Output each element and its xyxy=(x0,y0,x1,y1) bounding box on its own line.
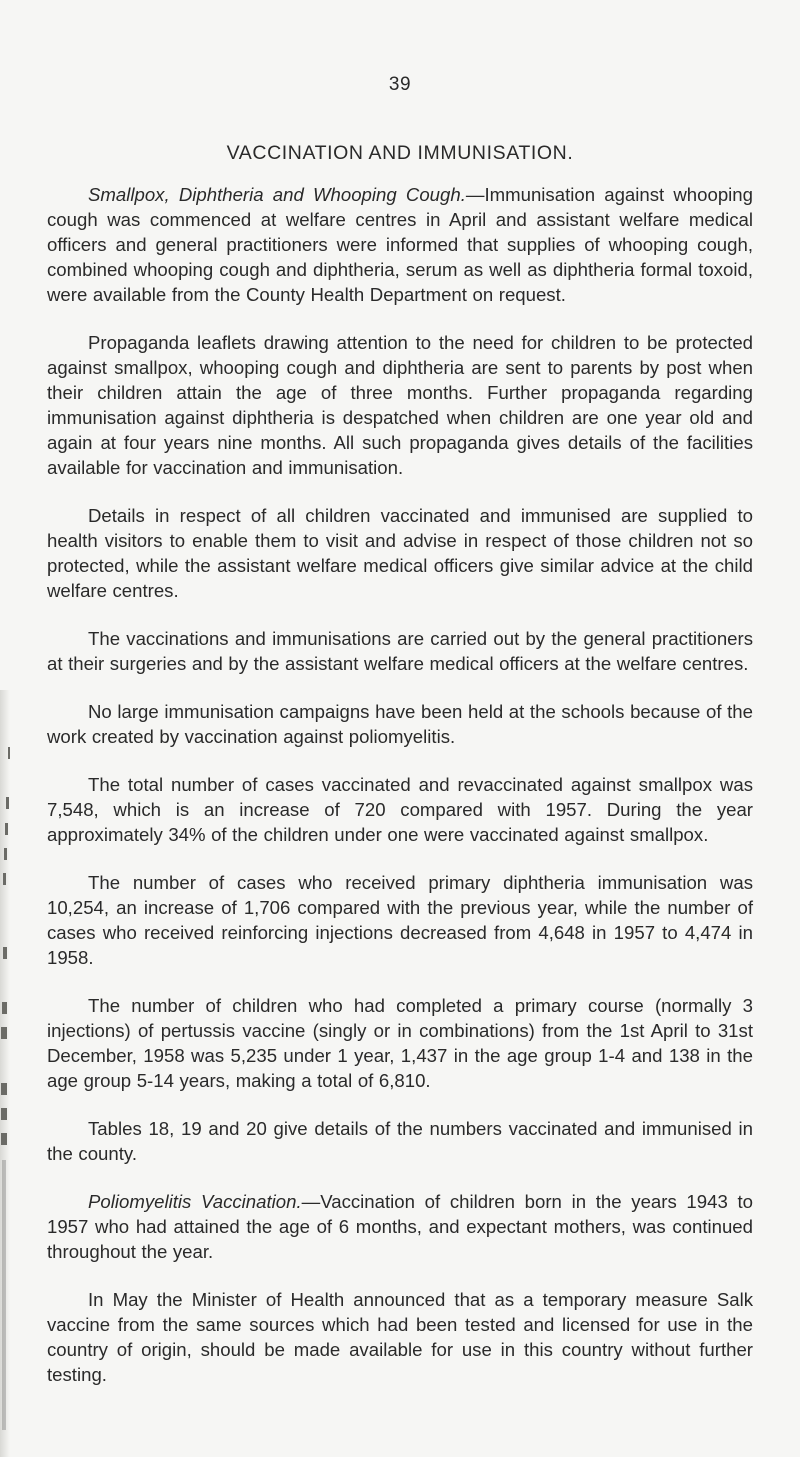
body-text xyxy=(47,182,753,1410)
paragraph-poliomyelitis-vaccination xyxy=(47,1189,753,1264)
paragraph-text: The vaccinations and immunisations are carried out by the general practitioners at their surgeries and by the assistant welfare medical officers at the welfare centres. xyxy=(47,628,753,674)
page-number: 39 xyxy=(388,74,412,95)
paragraph-no-campaigns xyxy=(47,699,753,749)
paragraph-text: The total number of cases vaccinated and revaccinated against smallpox was 7,548, which is an increase of 720 compared with 1957. During the year approximately 34% of the children under one were vaccinated against smallpox. xyxy=(47,774,753,845)
paragraph-text: In May the Minister of Health announced that as a temporary measure Salk vaccine from the same sources which had been tested and licensed for use in the country of origin, should be made available for use in this country without further testing. xyxy=(47,1289,753,1385)
paragraph-text: Tables 18, 19 and 20 give details of the numbers vaccinated and immunised in the county. xyxy=(47,1118,753,1164)
paragraph-text: —Immunisation against whooping cough was commenced at welfare centres in April and assistant welfare medical officers and general practitioners were informed that supplies of whooping cough, combined whooping cough and diphtheria, serum as well as diphtheria formal toxoid, were available from the County Health Department on request. xyxy=(47,184,753,305)
paragraph-text: The number of cases who received primary diphtheria immunisation was 10,254, an increase of 1,706 compared with the previous year, while the number of cases who received reinforcing injections decreased from 4,648 in 1957 to 4,474 in 1958. xyxy=(47,872,753,968)
paragraph-smallpox-totals xyxy=(47,772,753,847)
paragraph-pertussis-totals xyxy=(47,993,753,1093)
binding-edge-shadow xyxy=(0,0,40,1457)
paragraph-salk-vaccine xyxy=(47,1287,753,1387)
paragraph-text: —Vaccination of children born in the years 1943 to 1957 who had attained the age of 6 months, and expectant mothers, was continued throughout the year. xyxy=(47,1191,753,1262)
paragraph-text: Propaganda leaflets drawing attention to the need for children to be protected against smallpox, whooping cough and diphtheria are sent to parents by post when their children attain the age of three months. Further propaganda regarding immunisation against diphtheria is despatched when children are one year old and again at four years nine months. All such propaganda gives details of the facilities available for vaccination and immunisation. xyxy=(47,332,753,478)
paragraph-smallpox-diphtheria-whooping-cough xyxy=(47,182,753,307)
paragraph-text: No large immunisation campaigns have been held at the schools because of the work created by vaccination against poliomyelitis. xyxy=(47,701,753,747)
paragraph-text: The number of children who had completed a primary course (normally 3 injections) of pertussis vaccine (singly or in combinations) from the 1st April to 31st December, 1958 was 5,235 under 1 year, 1,437 in the age group 1-4 and 138 in the age group 5-14 years, making a total of 6,810. xyxy=(47,995,753,1091)
run-in-heading: Poliomyelitis Vaccination. xyxy=(88,1191,302,1212)
paragraph-tables-reference xyxy=(47,1116,753,1166)
page-heading: VACCINATION AND IMMUNISATION. xyxy=(226,142,574,164)
paragraph-where-carried-out xyxy=(47,626,753,676)
run-in-heading: Smallpox, Diphtheria and Whooping Cough. xyxy=(88,184,466,205)
paragraph-propaganda-leaflets xyxy=(47,330,753,480)
paragraph-diphtheria-totals xyxy=(47,870,753,970)
paragraph-details-health-visitors xyxy=(47,503,753,603)
paragraph-text: Details in respect of all children vaccinated and immunised are supplied to health visitors to enable them to visit and advise in respect of those children not so protected, while the assistant welfare medical officers give similar advice at the child welfare centres. xyxy=(47,505,753,601)
